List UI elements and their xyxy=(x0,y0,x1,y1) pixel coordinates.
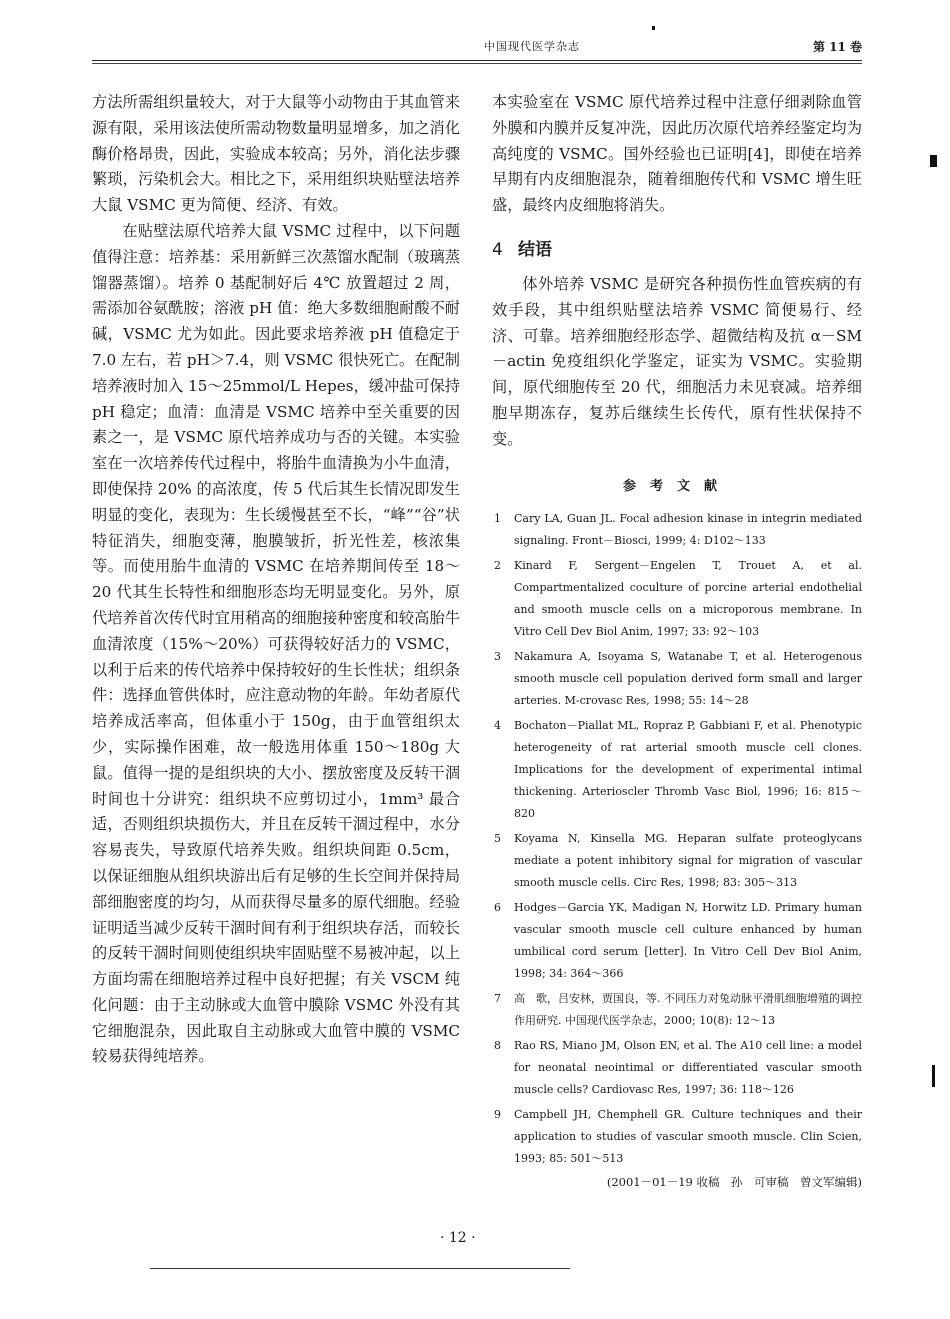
reference-item xyxy=(492,1035,862,1101)
reference-number: 6 xyxy=(494,900,501,914)
volume-number: 第 11 卷 xyxy=(812,40,862,54)
received-note: (2001－01－19 收稿 孙 可审稿 曾文军编辑) xyxy=(606,1174,862,1189)
scan-mark xyxy=(652,26,655,30)
reference-number: 1 xyxy=(494,511,501,525)
reference-number: 8 xyxy=(494,1038,501,1052)
scan-mark xyxy=(930,155,937,167)
header-rule xyxy=(92,60,862,61)
reference-number: 7 xyxy=(494,991,501,1005)
reference-item xyxy=(492,828,862,894)
reference-text: Bochaton－Piallat ML, Ropraz P, Gabbiani F, et al. Phenotypic heterogeneity of rat arterial smooth muscle cell clones. Implications for the development of experimental intimal thickening. Arterioscler Thromb Vasc Biol, 1996; 16: 815～820 xyxy=(514,718,862,820)
reference-number: 5 xyxy=(494,831,501,845)
reference-item xyxy=(492,1104,862,1170)
reference-number: 3 xyxy=(494,649,501,663)
journal-title: 中国现代医学杂志 xyxy=(484,40,580,53)
reference-text: Koyama N, Kinsella MG. Heparan sulfate proteoglycans mediate a potent inhibitory signal for migration of vascular smooth muscle cells. Circ Res, 1998; 83: 305～313 xyxy=(514,831,862,889)
reference-text: Cary LA, Guan JL. Focal adhesion kinase in integrin mediated signaling. Front－Biosci, 1999; 4: D102～133 xyxy=(514,511,862,547)
reference-text: Hodges－Garcia YK, Madigan N, Horwitz LD. Primary human vascular smooth muscle cell culture enhanced by human umbilical cord serum [letter]. In Vitro Cell Dev Biol Anim, 1998; 34: 364～366 xyxy=(514,900,862,980)
reference-list xyxy=(492,508,862,1170)
section-number: 4 xyxy=(492,239,503,260)
reference-text: Rao RS, Miano JM, Olson EN, et al. The A10 cell line: a model for neonatal neointimal or differentiated vascular smooth muscle cells? Cardiovasc Res, 1997; 36: 118～126 xyxy=(514,1038,862,1096)
reference-item xyxy=(492,646,862,712)
page-number: · 12 · xyxy=(440,1230,476,1246)
body-paragraph: 本实验室在 VSMC 原代培养过程中注意仔细剥除血管外膜和内膜并反复冲洗，因此历次原代培养经鉴定均为高纯度的 VSMC。国外经验也已证明[4]，即使在培养早期有内皮细胞混杂，随着细胞传代和 VSMC 增生旺盛，最终内皮细胞将消失。 xyxy=(492,93,862,215)
conclusion-paragraph: 体外培养 VSMC 是研究各种损伤性血管疾病的有效手段，其中组织贴壁法培养 VSMC 简便易行、经济、可靠。培养细胞经形态学、超微结构及抗 α－SM－actin 免疫组织化学鉴定，证实为 VSMC。实验期间，原代细胞传至 20 代，细胞活力未见衰减。培养细胞早期冻存，复苏后继续生长传代，原有性状保持不变。 xyxy=(492,274,862,448)
left-column xyxy=(92,90,460,1070)
scan-mark xyxy=(932,1065,935,1087)
reference-item xyxy=(492,897,862,985)
body-paragraph: 方法所需组织量较大，对于大鼠等小动物由于其血管来源有限，采用该法使所需动物数量明显增多，加之消化酶价格昂贵，因此，实验成本较高；另外，消化法步骤繁琐，污染机会大。相比之下，采用组织块贴壁法培养大鼠 VSMC 更为简便、经济、有效。 xyxy=(92,93,460,215)
body-paragraph: 在贴壁法原代培养大鼠 VSMC 过程中，以下问题值得注意：培养基：采用新鲜三次蒸馏水配制（玻璃蒸馏器蒸馏）。培养 0 基配制好后 4℃ 放置超过 2 周，需添加谷氨酰胺；溶液 pH 值：绝大多数细胞耐酸不耐碱，VSMC 尤为如此。因此要求培养液 pH 值稳定于 7.0 左右，若 pH＞7.4，则 VSMC 很快死亡。在配制培养液时加入 15～25mmol/L Hepes，缓冲盐可保持 pH 稳定；血清：血清是 VSMC 培养中至关重要的因素之一，是 VSMC 原代培养成功与否的关键。本实验室在一次培养传代过程中，将胎牛血清换为小牛血清，即使保持 20% 的高浓度，传 5 代后其生长情况即发生明显的变化，表现为：生长缓慢甚至不长，“峰”“谷”状特征消失，细胞变薄，胞膜皱折，折光性差，核浓集等。而使用胎牛血清的 VSMC 在培养期间传至 18～20 代其生长特性和细胞形态均无明显变化。另外，原代培养首次传代时宜用稍高的细胞接种密度和较高胎牛血清浓度（15%～20%）可获得较好活力的 VSMC，以利于后来的传代培养中保持较好的生长性状；组织条件：选择血管供体时，应注意动物的年龄。年幼者原代培养成活率高，但体重小于 150g，由于血管组织太少，实际操作困难，故一般选用体重 150～180g 大鼠。值得一提的是组织块的大小、摆放密度及反转干涸时间也十分讲究：组织块不应剪切过小，1mm³ 最合适，否则组织块损伤大，并且在反转干涸过程中，水分容易丧失，导致原代培养失败。组织块间距 0.5cm，以保证细胞从组织块游出后有足够的生长空间并保持局部细胞密度的均匀，从而获得尽量多的原代细胞。经验证明适当减少反转干涸时间有利于组织块存活，而较长的反转干涸时间则使组织块牢固贴壁不易被冲起，以上方面均需在细胞培养过程中良好把握；有关 VSCM 纯化问题：由于主动脉或大血管中膜除 VSMC 外没有其它细胞混杂，因此取自主动脉或大血管中膜的 VSMC 较易获得纯培养。 xyxy=(92,221,460,1066)
reference-item xyxy=(492,555,862,643)
reference-item xyxy=(492,508,862,552)
section-heading xyxy=(492,235,862,260)
reference-number: 9 xyxy=(494,1107,501,1121)
reference-text: Kinard F, Sergent－Engelen T, Trouet A, et al. Compartmentalized coculture of porcine arterial endothelial and smooth muscle cells on a microporous membrane. In Vitro Cell Dev Biol Anim, 1997; 33: 92～103 xyxy=(514,558,862,638)
footer-rule xyxy=(150,1268,570,1269)
reference-text: Campbell JH, Chemphell GR. Culture techniques and their application to studies of vascular smooth muscle. Clin Scien, 1993; 85: 501～513 xyxy=(514,1107,862,1165)
right-column xyxy=(492,90,862,1190)
reference-number: 2 xyxy=(494,558,501,572)
reference-number: 4 xyxy=(494,718,501,732)
page-header xyxy=(92,38,862,60)
references-title: 参考文献 xyxy=(622,478,731,494)
header-rule-thin xyxy=(92,63,862,64)
reference-item xyxy=(492,715,862,825)
reference-item xyxy=(492,988,862,1032)
reference-text: Nakamura A, Isoyama S, Watanabe T, et al. Heterogenous smooth muscle cell population derived form small and larger arteries. M-crovasc Res, 1998; 55: 14～28 xyxy=(514,649,862,707)
reference-text: 高 歌，吕安林，贾国良，等. 不同压力对兔动脉平滑肌细胞增殖的调控作用研究. 中国现代医学杂志，2000; 10(8): 12～13 xyxy=(514,991,862,1027)
section-title: 结语 xyxy=(518,239,552,260)
